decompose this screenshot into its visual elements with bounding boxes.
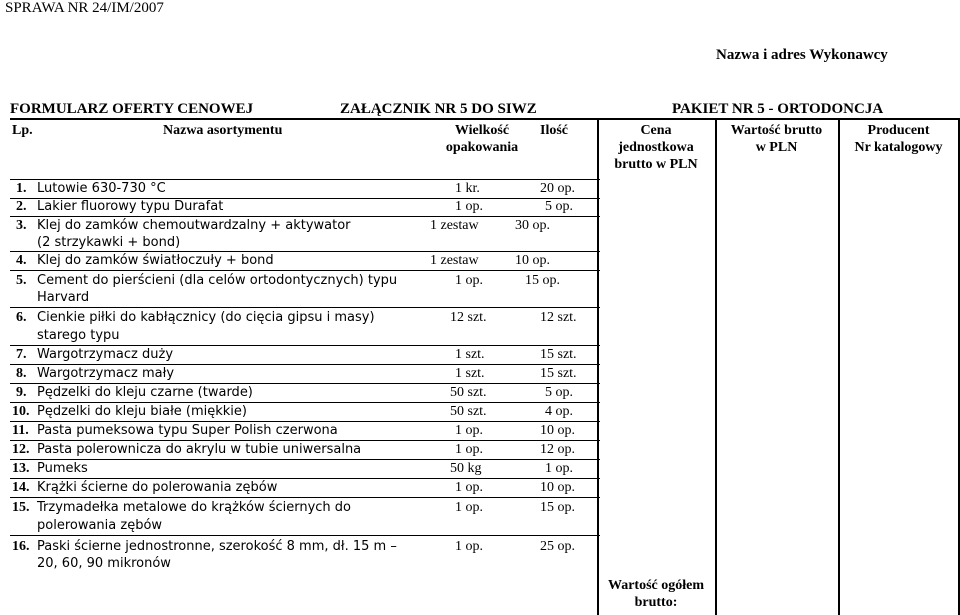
row-lp: 9. (16, 385, 27, 400)
row-size: 1 op. (455, 480, 483, 495)
header-bottom-rule (10, 179, 600, 180)
row-name-line2: (2 strzykawki + bond) (37, 235, 181, 250)
row-name: Lutowie 630-730 °C (37, 181, 166, 196)
row-rule (10, 270, 600, 271)
row-qty: 12 op. (540, 442, 575, 457)
row-rule (10, 251, 600, 252)
row-name: Paski ścierne jednostronne, szerokość 8 mm, dł. 15 m – (37, 539, 397, 554)
row-size: 1 op. (455, 199, 483, 214)
row-qty: 10 op. (540, 480, 575, 495)
row-qty: 20 op. (540, 181, 575, 196)
row-rule (10, 478, 600, 479)
row-name: Wargotrzymacz mały (37, 366, 175, 381)
form-title: FORMULARZ OFERTY CENOWEJ (10, 101, 254, 117)
row-size: 12 szt. (450, 310, 487, 325)
row-name: Cienkie piłki do kabłącznicy (do cięcia gipsu i masy) (37, 310, 375, 325)
col-unit-price: Cena jednostkowa brutto w PLN (614, 123, 698, 172)
producer-column-rule (838, 118, 840, 615)
row-name-line2: polerowania zębów (37, 518, 163, 533)
row-qty: 5 op. (545, 385, 573, 400)
row-rule (10, 307, 600, 308)
row-qty: 5 op. (545, 199, 573, 214)
row-size: 1 szt. (455, 347, 485, 362)
row-lp: 6. (16, 310, 27, 325)
row-name-line2: starego typu (37, 328, 120, 343)
row-name: Cement do pierścieni (dla celów ortodontycznych) typu (37, 273, 398, 288)
row-name: Krążki ścierne do polerowania zębów (37, 480, 278, 495)
row-rule (10, 383, 600, 384)
row-name: Pędzelki do kleju białe (miękkie) (37, 404, 247, 419)
row-size: 1 zestaw (430, 253, 479, 268)
row-name: Pasta polerownicza do akrylu w tubie uniwersalna (37, 442, 362, 457)
row-size: 1 op. (455, 423, 483, 438)
row-qty: 15 op. (525, 273, 560, 288)
price-column-rule (597, 118, 599, 615)
row-name: Trzymadełka metalowe do krążków ściernych do (37, 500, 352, 515)
row-rule (10, 421, 600, 422)
col-producer: Producent Nr katalogowy (854, 123, 943, 155)
row-size: 1 op. (455, 539, 483, 554)
row-qty: 1 op. (545, 461, 573, 476)
row-rule (10, 535, 600, 536)
row-name: Pumeks (37, 461, 88, 476)
package-title: PAKIET NR 5 - ORTODONCJA (672, 101, 884, 117)
col-size: Wielkość opakowania (445, 123, 519, 155)
row-rule (10, 440, 600, 441)
row-name: Lakier fluorowy typu Durafat (37, 199, 224, 214)
annex-title: ZAŁĄCZNIK NR 5 DO SIWZ (340, 101, 537, 117)
row-qty: 25 op. (540, 539, 575, 554)
row-qty: 4 op. (545, 404, 573, 419)
row-size: 1 kr. (455, 181, 480, 196)
row-lp: 2. (16, 199, 27, 214)
row-size: 50 szt. (450, 404, 487, 419)
row-qty: 10 op. (515, 253, 550, 268)
row-size: 1 op. (455, 273, 483, 288)
table-top-rule (10, 118, 960, 120)
row-qty: 30 op. (515, 218, 550, 233)
row-lp: 14. (12, 480, 30, 495)
row-size: 50 szt. (450, 385, 487, 400)
col-lp: Lp. (12, 123, 33, 138)
col-qty: Ilość (540, 123, 568, 138)
row-name: Klej do zamków chemoutwardzalny + aktywator (37, 218, 351, 233)
row-rule (10, 216, 600, 217)
row-size: 1 op. (455, 500, 483, 515)
row-lp: 8. (16, 366, 27, 381)
row-rule (10, 402, 600, 403)
row-name: Klej do zamków światłoczuły + bond (37, 253, 274, 268)
row-qty: 15 op. (540, 500, 575, 515)
row-lp: 7. (16, 347, 27, 362)
row-name: Pasta pumeksowa typu Super Polish czerwona (37, 423, 338, 438)
row-name: Wargotrzymacz duży (37, 347, 174, 362)
case-number: SPRAWA NR 24/IM/2007 (5, 0, 164, 16)
row-lp: 12. (12, 442, 30, 457)
row-lp: 11. (12, 423, 29, 438)
row-qty: 12 szt. (540, 310, 577, 325)
contractor-label: Nazwa i adres Wykonawcy (716, 47, 888, 63)
row-name: Pędzelki do kleju czarne (twarde) (37, 385, 253, 400)
row-qty: 10 op. (540, 423, 575, 438)
row-lp: 4. (16, 253, 27, 268)
row-lp: 16. (12, 539, 30, 554)
row-size: 1 op. (455, 442, 483, 457)
col-gross-value: Wartość brutto w PLN (730, 123, 823, 155)
row-lp: 1. (16, 181, 27, 196)
row-size: 50 kg (450, 461, 482, 476)
row-lp: 15. (12, 500, 30, 515)
row-size: 1 szt. (455, 366, 485, 381)
row-name-line2: Harvard (37, 290, 90, 305)
row-lp: 10. (12, 404, 30, 419)
row-rule (10, 497, 600, 498)
row-lp: 3. (16, 218, 27, 233)
row-size: 1 zestaw (430, 218, 479, 233)
row-qty: 15 szt. (540, 347, 577, 362)
row-lp: 5. (16, 273, 27, 288)
total-gross-label: Wartość ogółem brutto: (607, 578, 705, 610)
row-rule (10, 345, 600, 346)
row-qty: 15 szt. (540, 366, 577, 381)
row-name-line2: 20, 60, 90 mikronów (37, 556, 171, 571)
row-rule (10, 364, 600, 365)
row-lp: 13. (12, 461, 30, 476)
value-column-rule (715, 118, 717, 615)
row-rule (10, 459, 600, 460)
col-name: Nazwa asortymentu (163, 123, 283, 138)
